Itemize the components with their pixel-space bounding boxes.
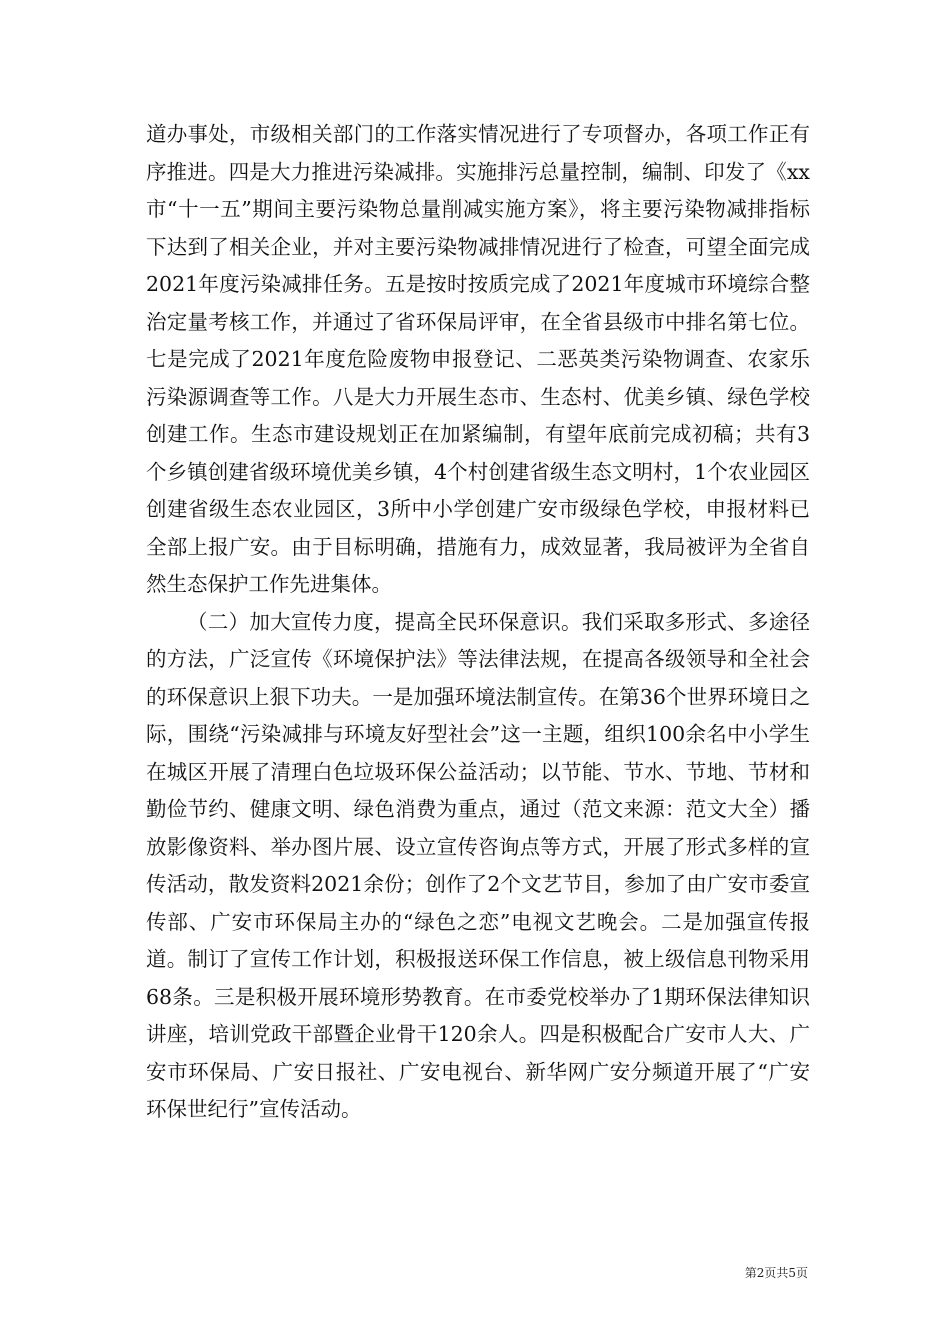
document-body: [146, 116, 810, 1129]
page-number-footer: 第2页共5页: [744, 1266, 808, 1280]
body-paragraph-1: 道办事处，市级相关部门的工作落实情况进行了专项督办，各项工作正有序推进。四是大力推进污染减排。实施排污总量控制，编制、印发了《xx市“十一五”期间主要污染物总量削减实施方案》，将主要污染物减排指标下达到了相关企业，并对主要污染物减排情况进行了检查，可望全面完成2021年度污染减排任务。五是按时按质完成了2021年度城市环境综合整治定量考核工作，并通过了省环保局评审，在全省县级市中排名第七位。七是完成了2021年度危险废物申报登记、二恶英类污染物调查、农家乐污染源调查等工作。八是大力开展生态市、生态村、优美乡镇、绿色学校创建工作。生态市建设规划正在加紧编制，有望年底前完成初稿；共有3个乡镇创建省级环境优美乡镇，4个村创建省级生态文明村，1个农业园区创建省级生态农业园区，3所中小学创建广安市级绿色学校，申报材料已全部上报广安。由于目标明确，措施有力，成效显著，我局被评为全省自然生态保护工作先进集体。: [146, 122, 810, 596]
body-paragraph-2: （二）加大宣传力度，提高全民环保意识。我们采取多形式、多途径的方法，广泛宣传《环境保护法》等法律法规，在提高各级领导和全社会的环保意识上狠下功夫。一是加强环境法制宣传。在第36个世界环境日之际，围绕“污染减排与环境友好型社会”这一主题，组织100余名中小学生在城区开展了清理白色垃圾环保公益活动；以节能、节水、节地、节材和勤俭节约、健康文明、绿色消费为重点，通过（范文来源：范文大全）播放影像资料、举办图片展、设立宣传咨询点等方式，开展了形式多样的宣传活动，散发资料2021余份；创作了2个文艺节目，参加了由广安市委宣传部、广安市环保局主办的“绿色之恋”电视文艺晚会。二是加强宣传报道。制订了宣传工作计划，积极报送环保工作信息，被上级信息刊物采用68条。三是积极开展环境形势教育。在市委党校举办了1期环保法律知识讲座，培训党政干部暨企业骨干120余人。四是积极配合广安市人大、广安市环保局、广安日报社、广安电视台、新华网广安分频道开展了“广安环保世纪行”宣传活动。: [146, 609, 810, 1121]
